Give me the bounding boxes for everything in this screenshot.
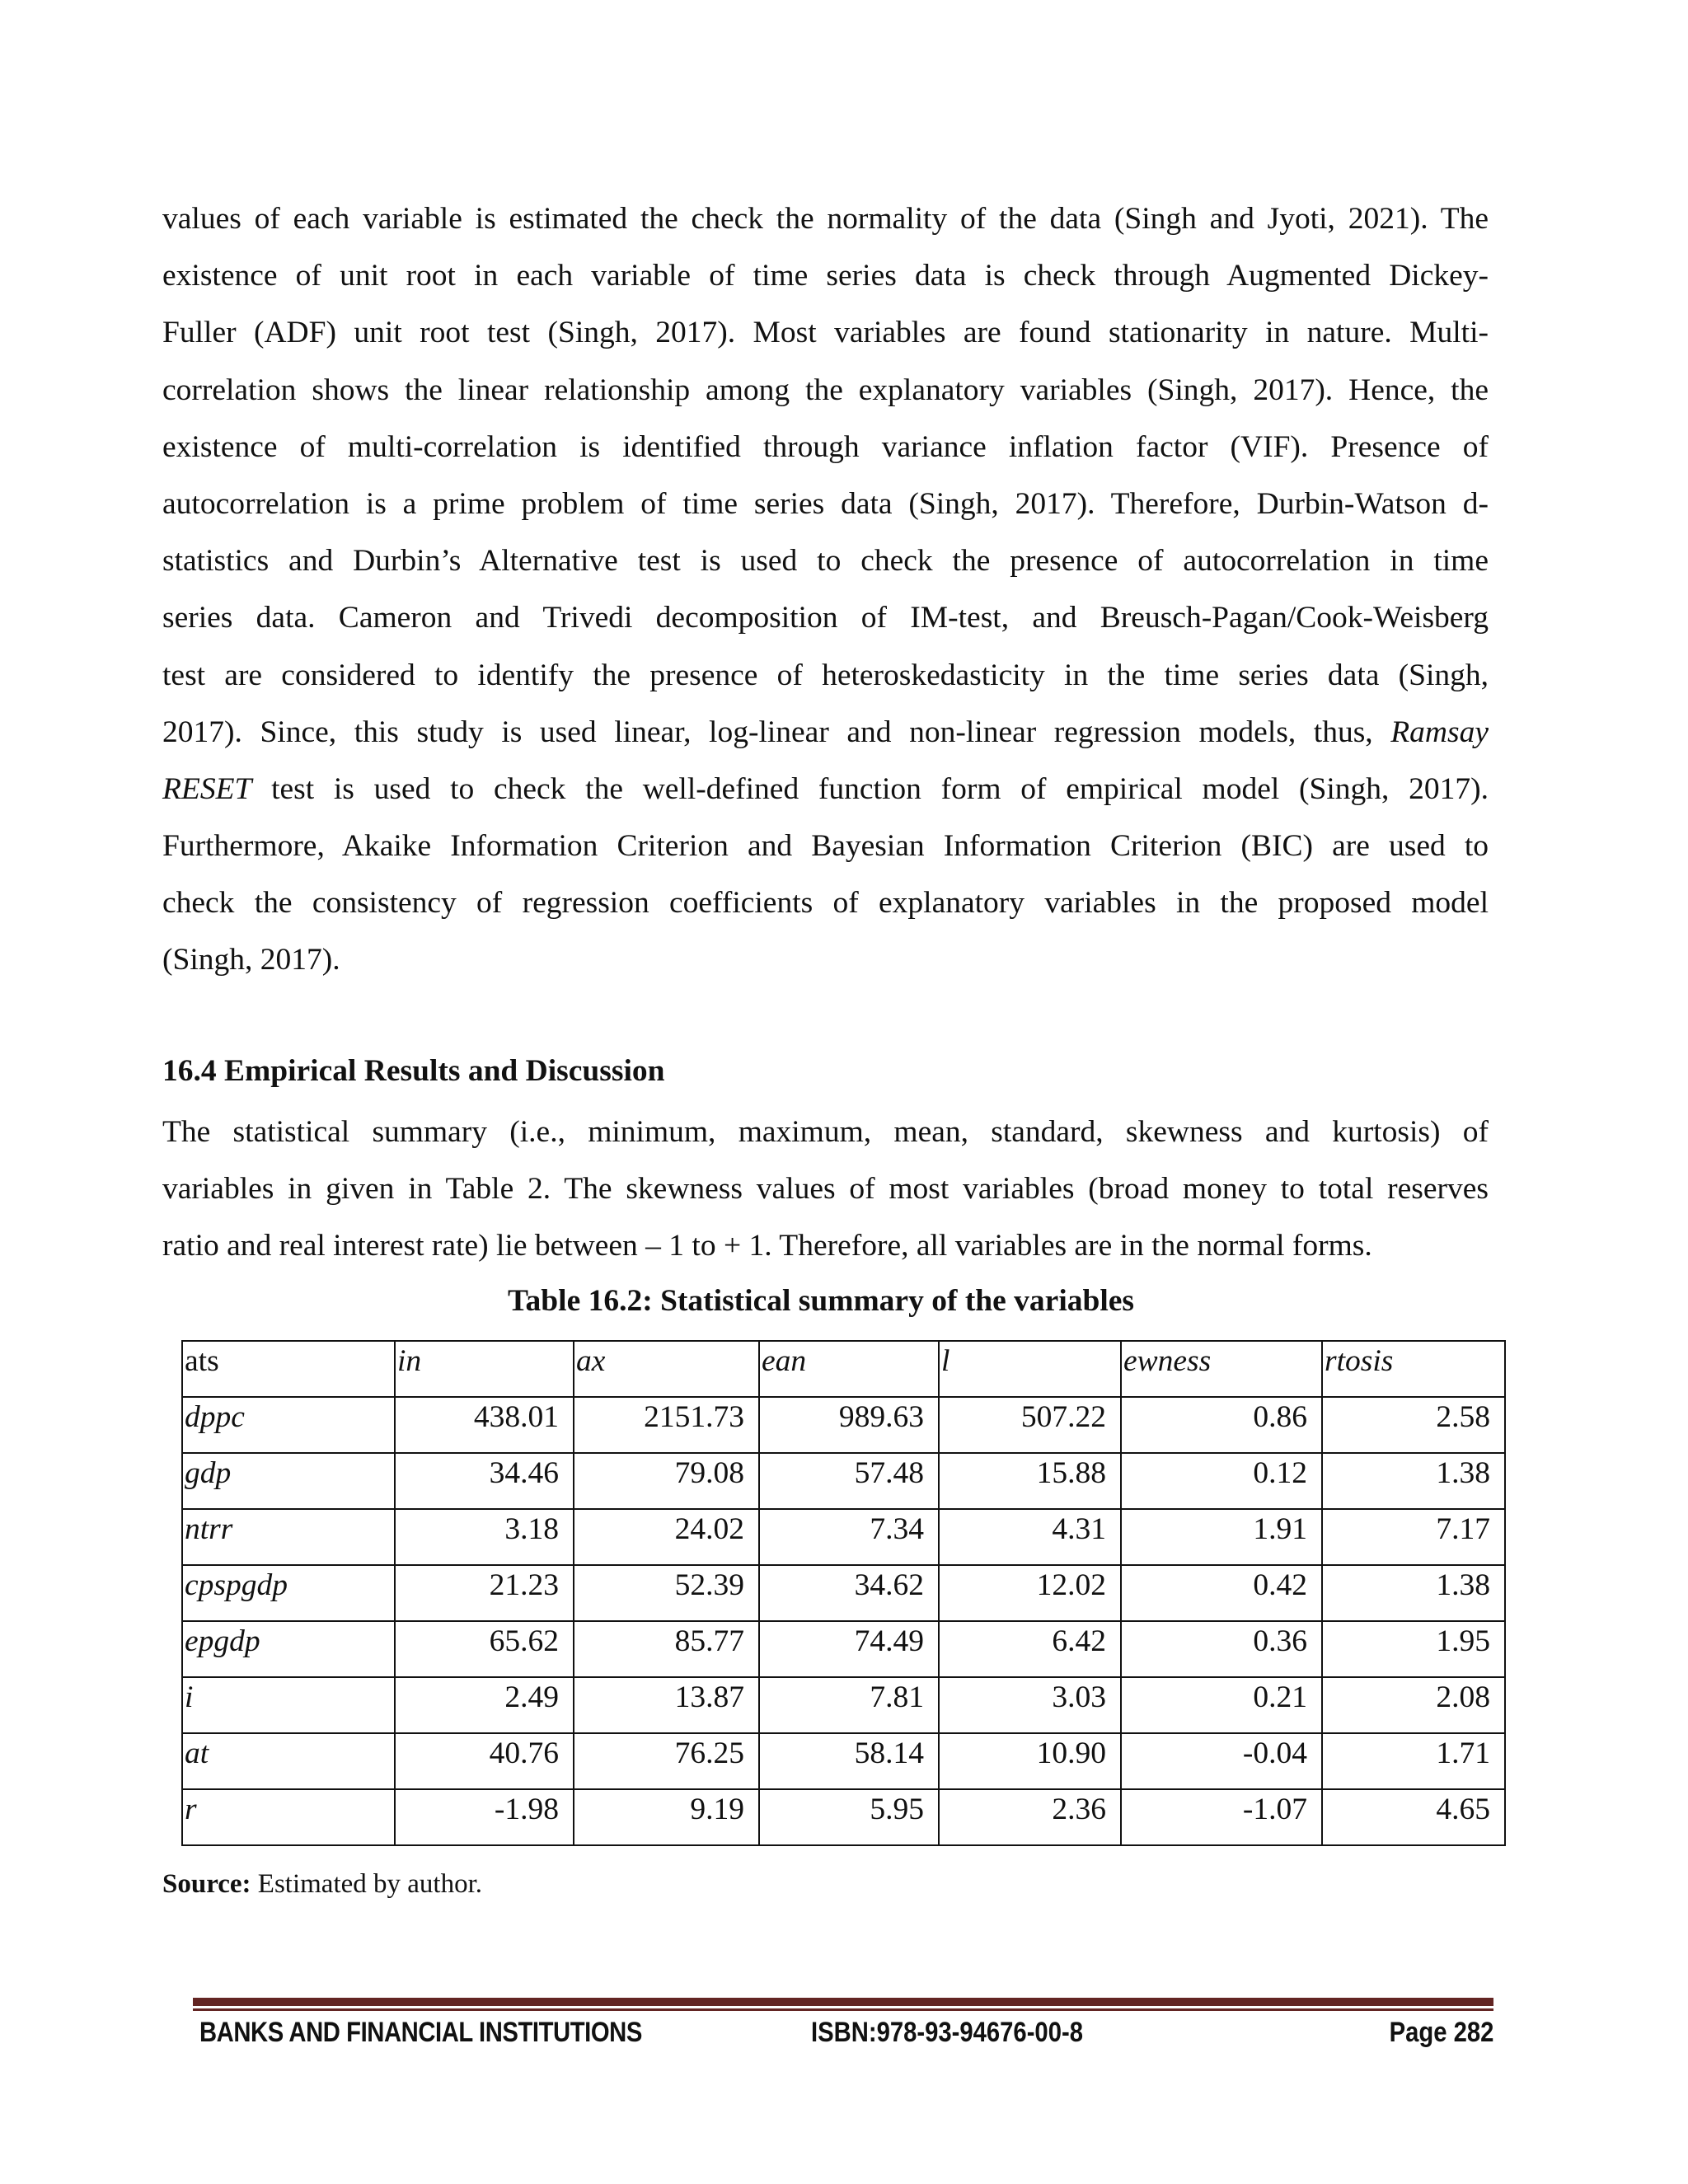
table-row <box>182 1733 1505 1789</box>
footer-rule-thin <box>193 2008 1493 2011</box>
variable-name: i <box>182 1677 395 1733</box>
cell-sd: 6.42 <box>939 1621 1121 1677</box>
cell-sd: 4.31 <box>939 1509 1121 1565</box>
cell-sd: 2.36 <box>939 1789 1121 1845</box>
paragraph-line: existence of unit root in each variable of time series data is check through Augmented Dickey- <box>162 259 1489 293</box>
cell-sd: 3.03 <box>939 1677 1121 1733</box>
cell-mean: 74.49 <box>759 1621 939 1677</box>
cell-skewness: 0.42 <box>1121 1565 1322 1621</box>
line-text: 2017). Since, this study is used linear, log-linear and non-linear regression models, thus, <box>162 715 1373 749</box>
table-row <box>182 1789 1505 1845</box>
cell-mean: 989.63 <box>759 1397 939 1453</box>
paragraph-line: Furthermore, Akaike Information Criterion and Bayesian Information Criterion (BIC) are used to <box>162 829 1489 864</box>
cell-max: 79.08 <box>574 1453 759 1509</box>
cell-max: 13.87 <box>574 1677 759 1733</box>
header-min: in <box>395 1341 574 1397</box>
cell-min: 2.49 <box>395 1677 574 1733</box>
cell-mean: 58.14 <box>759 1733 939 1789</box>
cell-sd: 12.02 <box>939 1565 1121 1621</box>
cell-kurtosis: 1.71 <box>1322 1733 1505 1789</box>
paragraph-line: statistics and Durbin’s Alternative test is used to check the presence of autocorrelation in time <box>162 544 1489 579</box>
cell-kurtosis: 1.95 <box>1322 1621 1505 1677</box>
cell-kurtosis: 2.58 <box>1322 1397 1505 1453</box>
cell-max: 52.39 <box>574 1565 759 1621</box>
cell-min: 3.18 <box>395 1509 574 1565</box>
cell-skewness: 1.91 <box>1121 1509 1322 1565</box>
paragraph-line: variables in given in Table 2. The skewness values of most variables (broad money to total reserves <box>162 1172 1489 1207</box>
table-caption <box>0 1283 1688 1319</box>
page-footer <box>193 2013 1493 2055</box>
footer-page-number: Page 282 <box>1389 2017 1493 2048</box>
cell-mean: 7.34 <box>759 1509 939 1565</box>
header-skewness: ewness <box>1121 1341 1322 1397</box>
cell-max: 9.19 <box>574 1789 759 1845</box>
cell-kurtosis: 2.08 <box>1322 1677 1505 1733</box>
variable-name: cpspgdp <box>182 1565 395 1621</box>
cell-mean: 34.62 <box>759 1565 939 1621</box>
source-label: Source: <box>162 1869 251 1899</box>
cell-sd: 10.90 <box>939 1733 1121 1789</box>
paragraph-line-with-ramsay <box>162 704 1489 761</box>
cell-mean: 57.48 <box>759 1453 939 1509</box>
paragraph-line: check the consistency of regression coefficients of explanatory variables in the proposed model <box>162 886 1489 921</box>
variable-name: dppc <box>182 1397 395 1453</box>
cell-mean: 7.81 <box>759 1677 939 1733</box>
section-heading: 16.4 Empirical Results and Discussion <box>162 1054 665 1088</box>
cell-sd: 507.22 <box>939 1397 1121 1453</box>
header-stats: ats <box>182 1341 395 1397</box>
cell-skewness: 0.36 <box>1121 1621 1322 1677</box>
header-mean: ean <box>759 1341 939 1397</box>
table-row <box>182 1453 1505 1509</box>
cell-min: 21.23 <box>395 1565 574 1621</box>
paragraph-line: The statistical summary (i.e., minimum, maximum, mean, standard, skewness and kurtosis) of <box>162 1115 1489 1149</box>
cell-mean: 5.95 <box>759 1789 939 1845</box>
source-text: Estimated by author. <box>251 1869 482 1899</box>
cell-skewness: 0.86 <box>1121 1397 1322 1453</box>
cell-min: 65.62 <box>395 1621 574 1677</box>
variable-name: r <box>182 1789 395 1845</box>
cell-max: 24.02 <box>574 1509 759 1565</box>
paragraph-line: autocorrelation is a prime problem of time series data (Singh, 2017). Therefore, Durbin-Watson d- <box>162 486 1489 521</box>
variable-name: gdp <box>182 1453 395 1509</box>
paragraph-line: series data. Cameron and Trivedi decomposition of IM-test, and Breusch-Pagan/Cook-Weisberg <box>162 601 1489 635</box>
paragraph-line: test are considered to identify the presence of heteroskedasticity in the time series data (Singh, <box>162 658 1489 692</box>
table-header-row <box>182 1341 1505 1397</box>
cell-kurtosis: 1.38 <box>1322 1453 1505 1509</box>
variable-name: epgdp <box>182 1621 395 1677</box>
table-row <box>182 1397 1505 1453</box>
paragraph-line: ratio and real interest rate) lie between – 1 to + 1. Therefore, all variables are in the normal forms. <box>162 1229 1372 1263</box>
variable-name: ntrr <box>182 1509 395 1565</box>
cell-skewness: -1.07 <box>1121 1789 1322 1845</box>
variable-name: at <box>182 1733 395 1789</box>
table-row <box>182 1621 1505 1677</box>
paragraph-line: values of each variable is estimated the check the normality of the data (Singh and Jyoti, 2021). The <box>162 202 1489 236</box>
italic-term-ramsay: Ramsay <box>1390 715 1489 749</box>
header-max: ax <box>574 1341 759 1397</box>
italic-term-reset: RESET <box>162 771 252 806</box>
cell-skewness: -0.04 <box>1121 1733 1322 1789</box>
table-source-note <box>162 1869 482 1900</box>
cell-min: 438.01 <box>395 1397 574 1453</box>
paragraph-line: existence of multi-correlation is identified through variance inflation factor (VIF). Presence of <box>162 429 1489 464</box>
cell-max: 85.77 <box>574 1621 759 1677</box>
footer-book-title: BANKS AND FINANCIAL INSTITUTIONS <box>199 2017 642 2048</box>
paragraph-line: correlation shows the linear relationship among the explanatory variables (Singh, 2017). Hence, the <box>162 373 1489 407</box>
table-caption-text: Table 16.2: Statistical summary of the variables <box>507 1284 1135 1318</box>
header-kurtosis: rtosis <box>1322 1341 1505 1397</box>
cell-kurtosis: 1.38 <box>1322 1565 1505 1621</box>
line-text: test is used to check the well-defined function form of empirical model (Singh, 2017). <box>271 771 1489 806</box>
cell-skewness: 0.12 <box>1121 1453 1322 1509</box>
cell-max: 2151.73 <box>574 1397 759 1453</box>
cell-skewness: 0.21 <box>1121 1677 1322 1733</box>
paragraph-line: Fuller (ADF) unit root test (Singh, 2017). Most variables are found stationarity in nature. Multi- <box>162 316 1489 350</box>
table-row <box>182 1509 1505 1565</box>
cell-sd: 15.88 <box>939 1453 1121 1509</box>
footer-rule-thick <box>193 1998 1493 2006</box>
cell-min: 40.76 <box>395 1733 574 1789</box>
paragraph-line: (Singh, 2017). <box>162 943 340 977</box>
cell-kurtosis: 4.65 <box>1322 1789 1505 1845</box>
cell-min: -1.98 <box>395 1789 574 1845</box>
section-paragraph <box>162 1104 1489 1275</box>
statistical-summary-table <box>181 1340 1506 1846</box>
header-sd: l <box>939 1341 1121 1397</box>
footer-isbn: ISBN:978-93-94676-00-8 <box>811 2017 1083 2048</box>
intro-paragraph <box>162 190 1489 989</box>
cell-min: 34.46 <box>395 1453 574 1509</box>
cell-kurtosis: 7.17 <box>1322 1509 1505 1565</box>
paragraph-line-with-reset <box>162 761 1489 818</box>
cell-max: 76.25 <box>574 1733 759 1789</box>
table-row <box>182 1565 1505 1621</box>
table-row <box>182 1677 1505 1733</box>
